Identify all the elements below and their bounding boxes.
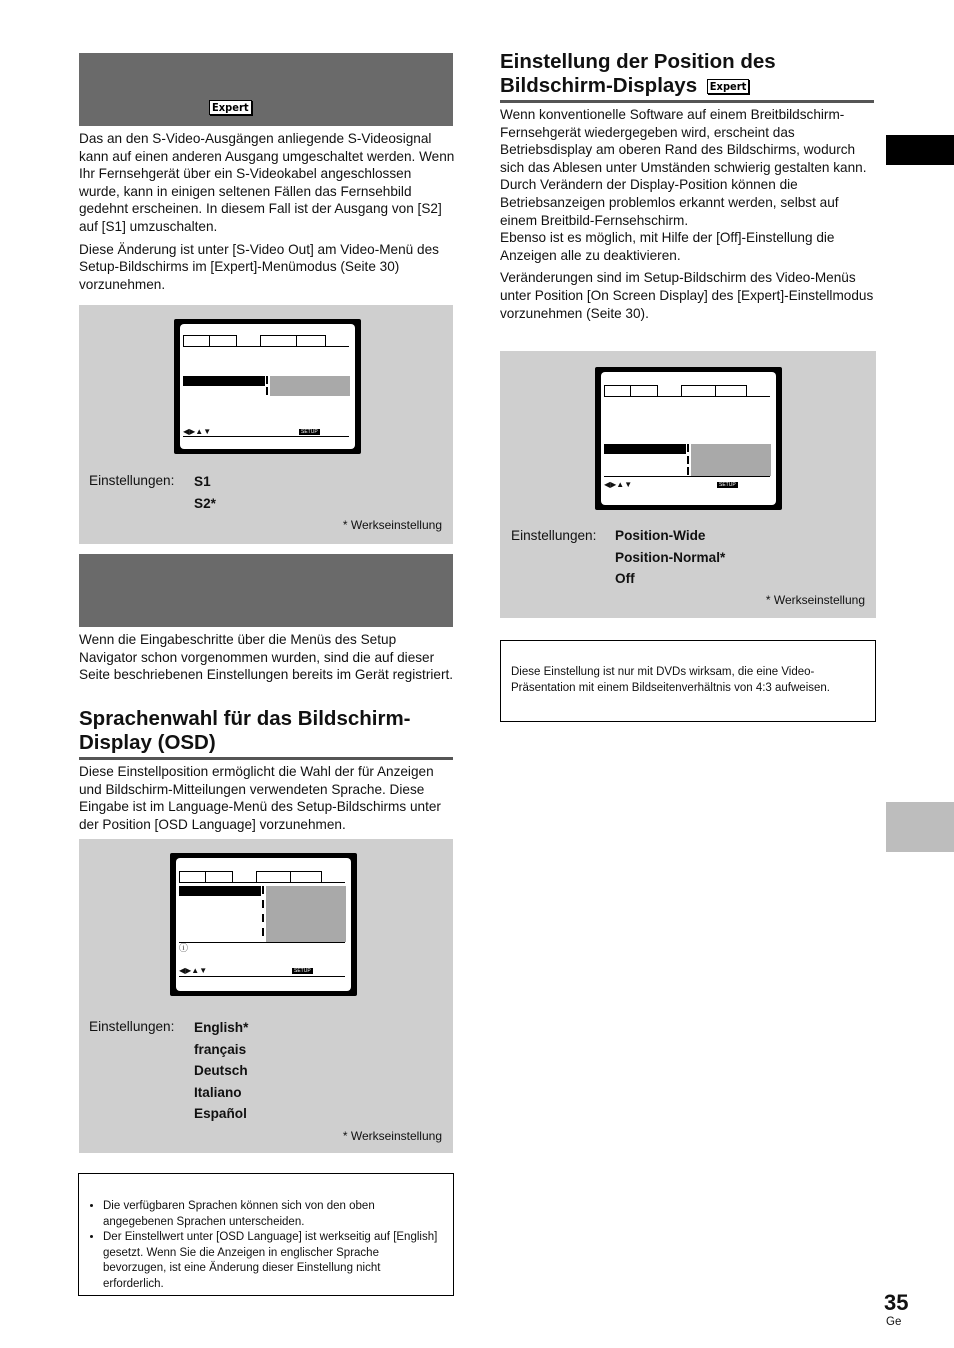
- setting-option: Deutsch: [194, 1063, 248, 1079]
- factory-default-note: * Werkseinstellung: [342, 1129, 442, 1143]
- setting-option: Italiano: [194, 1084, 242, 1100]
- svideo-paragraph-1: Das an den S-Video-Ausgängen anliegende S-Videosignal kann auf einen anderen Ausgang umgeschaltet werden. Wenn Ihr Fernsehgerät über ein S-Videokabel angeschlossen wurde, kann in einigen seltenen Fällen das Fernsehbild gedehnt erscheinen. In diesem Fall ist der Ausgang von [S2] auf [S1] umzuschalten.: [79, 131, 455, 234]
- setup-screen-illustration: [174, 319, 361, 454]
- osd-paragraph: Diese Einstellposition ermöglicht die Wahl der für Anzeigen und Bildschirm-Mitteilungen verwendeten Sprache. Diese Eingabe ist im Language-Menü des Setup-Bildschirms unter der Position [OSD Language] vorzunehmen.: [79, 764, 441, 832]
- setup-screen-illustration: [170, 853, 357, 996]
- chapter-tab-gray: [886, 802, 954, 852]
- svideo-settings-panel: [79, 305, 453, 544]
- section-header-osd: [79, 554, 453, 627]
- osd-position-heading: [500, 50, 874, 103]
- svideo-paragraph-2: Diese Änderung ist unter [S-Video Out] am Video-Menü des Setup-Bildschirms im [Expert]-Menümodus (Seite 30) vorzunehmen.: [79, 241, 439, 292]
- setting-option: Position-Wide: [615, 528, 706, 543]
- setting-option: Español: [194, 1106, 247, 1122]
- setting-option: Position-Normal*: [615, 549, 726, 565]
- osd-settings-panel: [79, 839, 453, 1153]
- osd-heading: Sprachenwahl für das Bildschirm-Display (OSD): [79, 707, 453, 760]
- setting-option: S1: [194, 474, 211, 489]
- setup-label: SETUP: [294, 968, 311, 974]
- nav-arrows-icon: ◀▶▲▼: [604, 480, 633, 489]
- note-item: • Die verfügbaren Sprachen können sich von den oben angegebenen Sprachen unterscheiden.: [103, 1199, 443, 1230]
- language-code: Ge: [886, 1316, 902, 1328]
- setting-option: S2*: [194, 495, 216, 511]
- settings-label: Einstellungen:: [89, 1019, 175, 1034]
- page-number: 35: [884, 1290, 909, 1315]
- note-text: Diese Einstellung ist nur mit DVDs wirksam, die eine Video-Präsentation mit einem Bildseitenverhältnis von 4:3 aufweisen.: [511, 666, 830, 694]
- setup-label: SETUP: [301, 429, 318, 435]
- setup-screen-illustration: [595, 367, 782, 510]
- position-paragraph-1: Wenn konventionelle Software auf einem Breitbildschirm-Fernsehgerät wiedergegeben wird, erscheint das Betriebsdisplay am oberen Rand des Bildschirms, wodurch sich das Ablesen unter Umständen schwierig gestalten kann. Durch Verändern der Display-Position können die Betriebsanzeigen problemlos erkannt werden, selbst auf einem Breitbild-Fernsehschirm.: [500, 107, 867, 228]
- factory-default-note: * Werkseinstellung: [765, 593, 865, 607]
- setting-option: Off: [615, 571, 635, 587]
- note-item: • Der Einstellwert unter [OSD Language] ist werkseitig auf [English] gesetzt. Wenn Sie die Anzeigen in englischer Sprache bevorzugen, ist eine Änderung dieser Einstellung nicht erforderlich.: [103, 1230, 443, 1292]
- expert-badge: Expert: [209, 100, 252, 115]
- setting-option: English*: [194, 1020, 249, 1035]
- section-header-svideo: [79, 53, 453, 126]
- note-box-osd: [78, 1173, 454, 1296]
- nav-arrows-icon: ◀▶▲▼: [179, 966, 208, 975]
- note-box-position: [500, 640, 876, 722]
- position-paragraph-3: Veränderungen sind im Setup-Bildschirm des Video-Menüs unter Position [On Screen Display] des [Expert]-Einstellmodus vorzunehmen (Seite 30).: [500, 270, 874, 321]
- position-settings-panel: [500, 351, 876, 618]
- setup-label: SETUP: [719, 482, 736, 488]
- heading-text: Einstellung der Position des Bildschirm-Displays: [500, 50, 776, 97]
- nav-arrows-icon: ◀▶▲▼: [183, 427, 212, 436]
- settings-label: Einstellungen:: [89, 473, 175, 488]
- chapter-tab-black: [886, 135, 954, 165]
- intro-paragraph: Wenn die Eingabeschritte über die Menüs des Setup Navigator schon vorgenommen wurden, sind die auf dieser Seite beschriebenen Einstellungen bereits im Gerät registriert.: [79, 632, 454, 683]
- position-paragraph-2: Ebenso ist es möglich, mit Hilfe der [Off]-Einstellung die Anzeigen alle zu deaktivieren.: [500, 230, 835, 263]
- factory-default-note: * Werkseinstellung: [342, 518, 442, 532]
- setting-option: français: [194, 1041, 247, 1057]
- info-icon: ⓘ: [179, 943, 189, 953]
- expert-badge: Expert: [707, 79, 750, 94]
- settings-label: Einstellungen:: [511, 528, 597, 543]
